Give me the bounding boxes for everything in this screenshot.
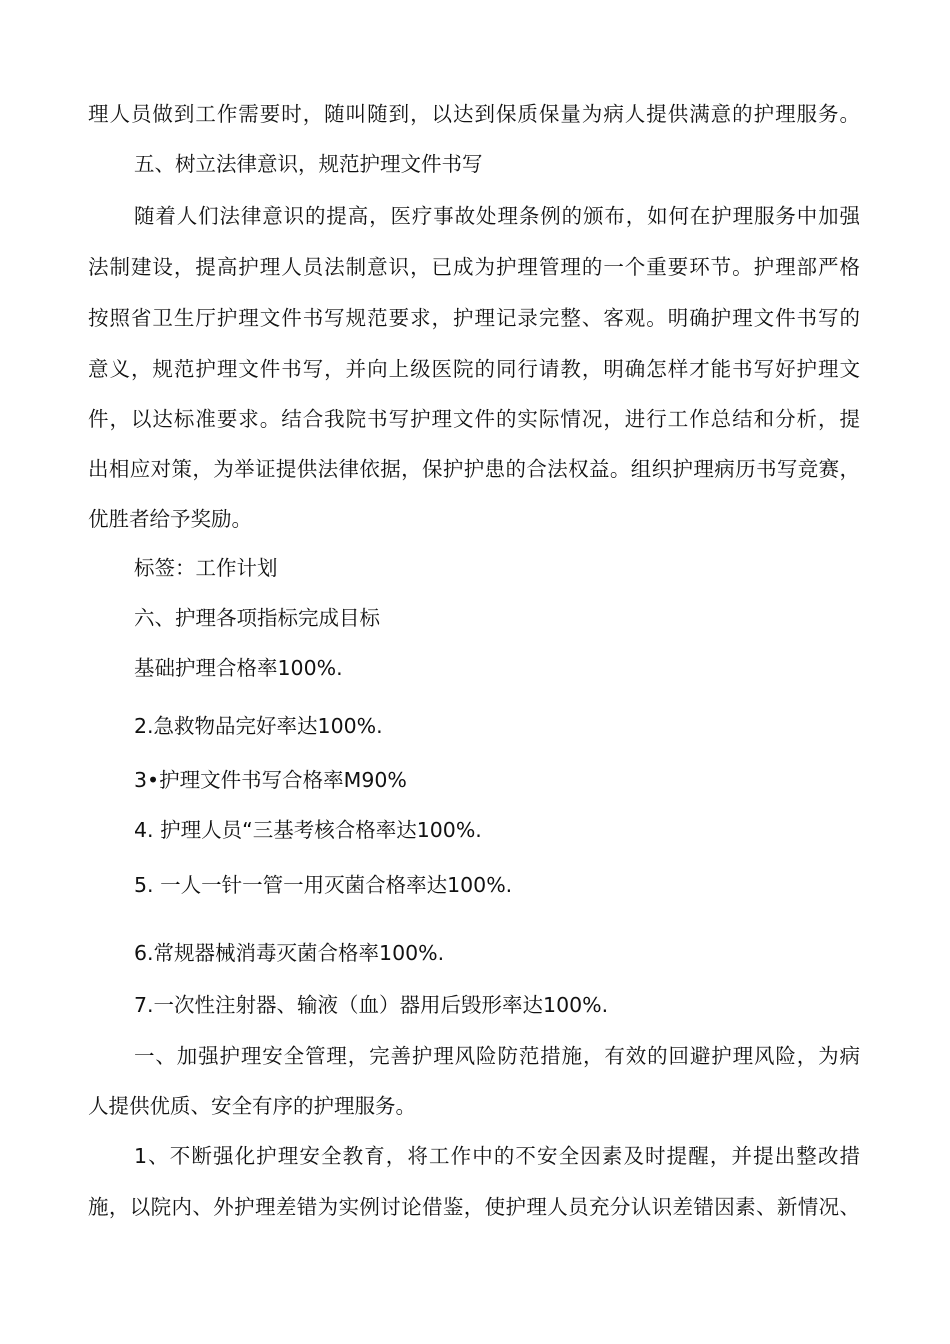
- paragraph-line: 1、不断强化护理安全教育，将工作中的不安全因素及时提醒，并提出整改措: [134, 1144, 860, 1168]
- list-item: 基础护理合格率100%.: [134, 656, 343, 680]
- list-item: 4. 护理人员“三基考核合格率达100%.: [134, 818, 482, 842]
- list-item: 3•护理文件书写合格率M90%: [134, 768, 407, 792]
- tag-label: 标签：工作计划: [134, 556, 278, 580]
- paragraph-line: 优胜者给予奖励。: [88, 507, 252, 531]
- paragraph-line: 随着人们法律意识的提高，医疗事故处理条例的颁布，如何在护理服务中加强: [134, 204, 860, 228]
- paragraph-line: 法制建设，提高护理人员法制意识，已成为护理管理的一个重要环节。护理部严格: [88, 255, 860, 279]
- section-heading-5: 五、树立法律意识，规范护理文件书写: [134, 152, 483, 176]
- paragraph-line: 意义，规范护理文件书写，并向上级医院的同行请教，明确怎样才能书写好护理文: [88, 357, 860, 381]
- list-item: 6.常规器械消毒灭菌合格率100%.: [134, 941, 445, 965]
- list-item: 2.急救物品完好率达100%.: [134, 714, 383, 738]
- paragraph-line: 理人员做到工作需要时，随叫随到，以达到保质保量为病人提供满意的护理服务。: [88, 102, 860, 126]
- paragraph-line: 施，以院内、外护理差错为实例讨论借鉴，使护理人员充分认识差错因素、新情况、: [88, 1195, 860, 1219]
- list-item: 7.一次性注射器、输液（血）器用后毁形率达100%.: [134, 993, 609, 1017]
- paragraph-line: 件，以达标准要求。结合我院书写护理文件的实际情况，进行工作总结和分析，提: [88, 407, 860, 431]
- paragraph-line: 人提供优质、安全有序的护理服务。: [88, 1094, 416, 1118]
- section-heading-6: 六、护理各项指标完成目标: [134, 606, 380, 630]
- paragraph-line: 按照省卫生厅护理文件书写规范要求，护理记录完整、客观。明确护理文件书写的: [88, 306, 860, 330]
- list-item: 5. 一人一针一管一用灭菌合格率达100%.: [134, 873, 513, 897]
- paragraph-line: 一、加强护理安全管理，完善护理风险防范措施，有效的回避护理风险，为病: [134, 1044, 860, 1068]
- paragraph-line: 出相应对策，为举证提供法律依据，保护护患的合法权益。组织护理病历书写竞赛，: [88, 457, 860, 481]
